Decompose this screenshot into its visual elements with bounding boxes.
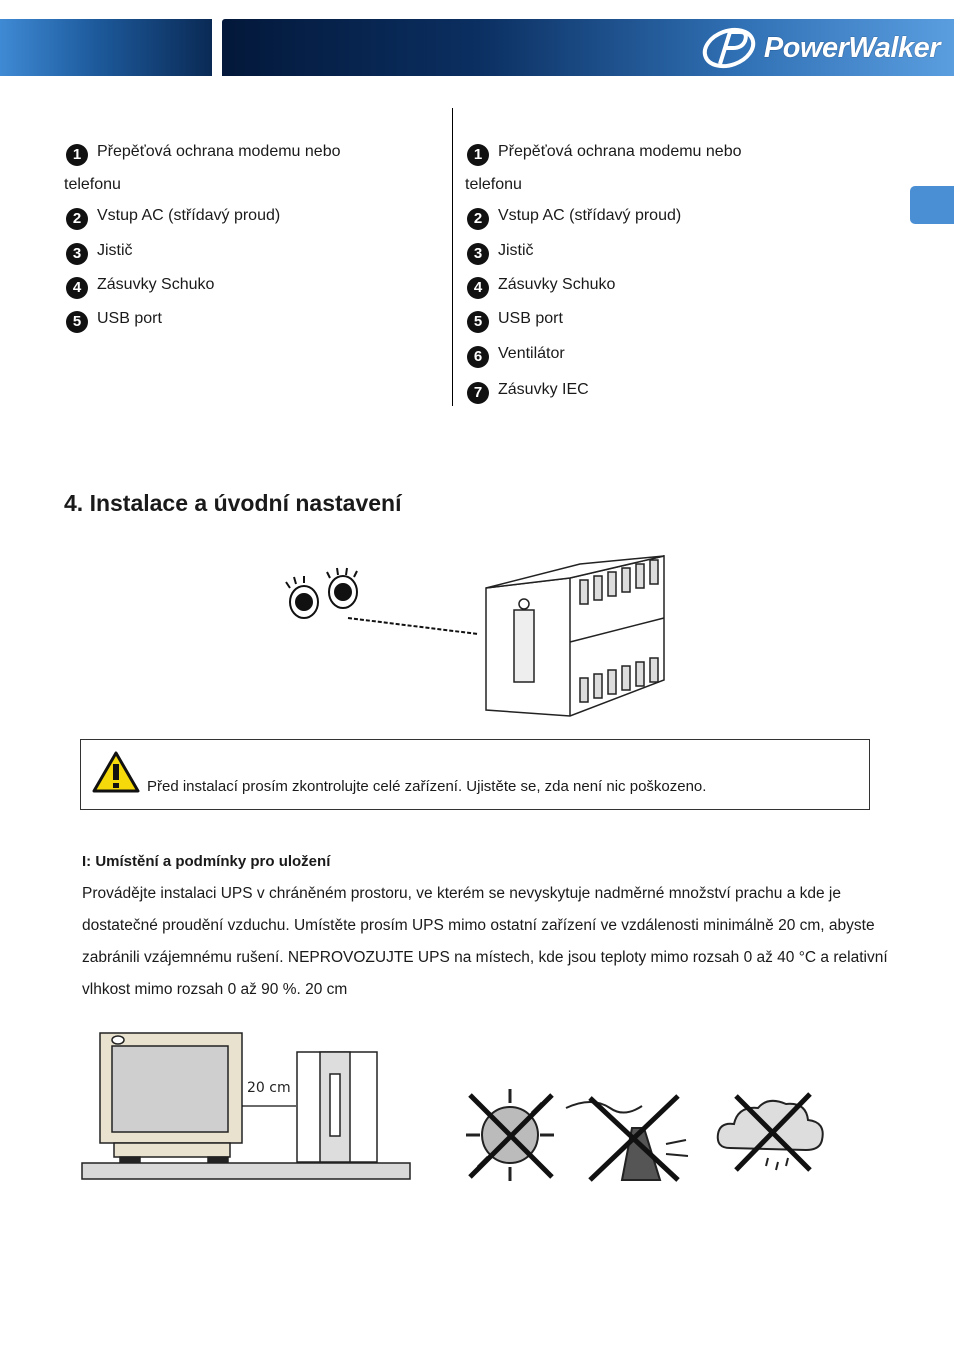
list-item: 5 USB port	[66, 310, 162, 333]
brand-logo	[700, 26, 940, 70]
list-item-continuation: telefonu	[465, 176, 522, 193]
no-heat-source-icon	[562, 1088, 692, 1184]
number-badge: 7	[467, 382, 489, 404]
ups-unit-icon	[486, 556, 664, 716]
eyes-icon	[286, 568, 357, 618]
monitor-icon	[100, 1033, 242, 1163]
warning-triangle-icon	[91, 750, 141, 794]
list-item: 2 Vstup AC (střídavý proud)	[467, 207, 681, 230]
placement-body: Provádějte instalaci UPS v chráněném prostoru, ve kterém se nevyskytuje nadměrné množství prachu a kde je dostatečné proudění vzduchu. Umístěte prosím UPS mimo ostatní zařízení ve vzdálenosti minimálně 20 cm, abyste zabránili vzájemnému rušení. NEPROVOZUJTE UPS na místech, kde jsou teploty mimo rozsah 0 až 40 °C a relativní vlhkost mimo rozsah 0 až 90 %. 20 cm	[82, 885, 888, 998]
list-item: 4 Zásuvky Schuko	[467, 276, 615, 299]
no-rain-icon	[712, 1088, 832, 1180]
number-badge: 4	[66, 277, 88, 299]
column-divider	[452, 108, 453, 406]
list-item: 3 Jistič	[66, 242, 133, 265]
list-item: 7 Zásuvky IEC	[467, 381, 589, 404]
distance-label: 20 cm	[247, 1080, 291, 1096]
powerwalker-logo-icon	[700, 26, 758, 70]
list-item: 5 USB port	[467, 310, 563, 333]
ups-side-icon	[297, 1052, 377, 1162]
list-item: 2 Vstup AC (střídavý proud)	[66, 207, 280, 230]
list-item: 3 Jistič	[467, 242, 534, 265]
list-item: 1 Přepěťová ochrana modemu nebo	[66, 143, 341, 166]
distance-illustration	[80, 1030, 412, 1182]
number-badge: 5	[66, 311, 88, 333]
number-badge: 5	[467, 311, 489, 333]
list-item-continuation: telefonu	[64, 176, 121, 193]
number-badge: 2	[66, 208, 88, 230]
number-badge: 1	[467, 144, 489, 166]
number-badge: 3	[66, 243, 88, 265]
warning-box	[80, 739, 870, 810]
number-badge: 6	[467, 346, 489, 368]
section-heading: 4. Instalace a úvodní nastavení	[64, 490, 402, 516]
shelf	[82, 1163, 410, 1179]
header-bar-left	[0, 19, 212, 76]
inspection-illustration	[280, 550, 680, 722]
list-item: 1 Přepěťová ochrana modemu nebo	[467, 143, 742, 166]
number-badge: 2	[467, 208, 489, 230]
number-badge: 3	[467, 243, 489, 265]
list-item: 4 Zásuvky Schuko	[66, 276, 214, 299]
warning-text: Před instalací prosím zkontrolujte celé zařízení. Ujistěte se, zda není nic poškozeno.	[147, 778, 707, 795]
placement-title: I: Umístění a podmínky pro uložení	[82, 853, 331, 870]
no-sun-icon	[462, 1085, 562, 1185]
number-badge: 4	[467, 277, 489, 299]
number-badge: 1	[66, 144, 88, 166]
brand-name: PowerWalker	[763, 31, 940, 64]
list-item: 6 Ventilátor	[467, 345, 565, 368]
side-tab-marker	[910, 186, 954, 224]
